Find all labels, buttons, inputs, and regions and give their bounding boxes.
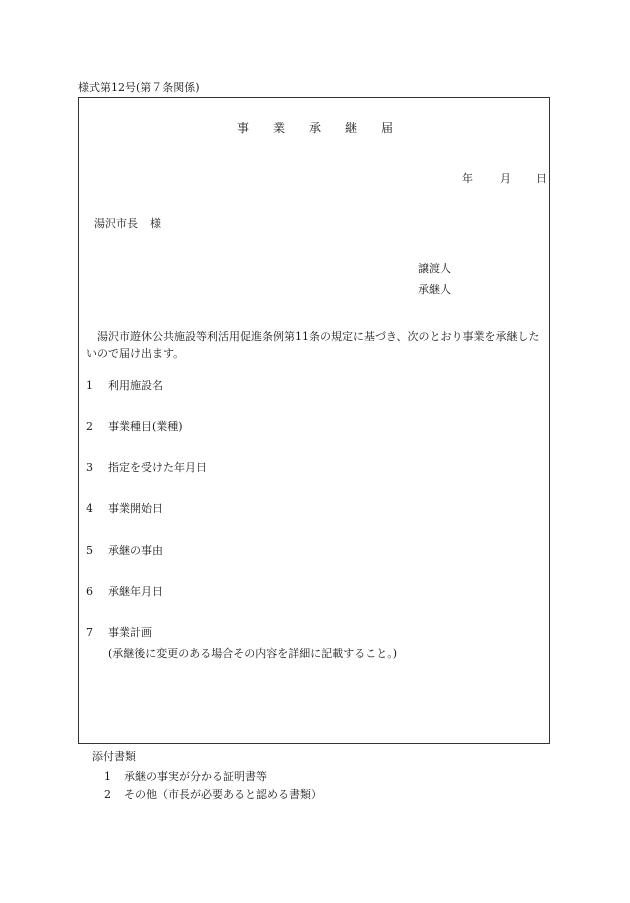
addressee [94,218,161,229]
item-label: 事業開始日 [108,502,163,515]
title-char: 届 [381,121,394,135]
addressee-honorific: 様 [150,217,161,230]
item-label: 利用施設名 [108,379,163,392]
item-number: 3 [86,461,93,474]
item-number: 1 [86,379,93,392]
item-number: 6 [86,585,93,598]
item-number: 7 [86,626,93,639]
attachments-heading: 添付書類 [92,750,136,763]
date-year-label: 年 [462,172,473,185]
title-char: 業 [272,121,285,135]
list-item [86,586,163,597]
item-label: 指定を受けた年月日 [108,461,207,474]
item-number: 4 [86,502,93,515]
attachment-item [104,771,267,782]
list-item [86,380,163,391]
addressee-name: 湯沢市長 [94,217,138,230]
form-number: 様式第12号(第７条関係) [78,81,200,94]
attachment-label: その他（市長が必要あると認める書類） [124,788,322,801]
list-item [86,462,207,473]
title-char: 継 [345,121,358,135]
list-item [86,627,152,638]
successor-label: 承継人 [418,283,451,296]
list-item [86,503,163,514]
title-char: 事 [236,121,249,135]
item-label: 承継年月日 [108,585,163,598]
item-label: 承継の事由 [108,544,163,557]
date-day-label: 日 [536,172,547,185]
body-text: 湯沢市遊休公共施設等利活用促進条例第11条の規定に基づき、次のとおり事業を承継したいので届け出ます。 [86,330,540,360]
document-title [0,122,630,134]
list-item [86,421,183,432]
attachment-number: 2 [104,788,111,801]
attachment-number: 1 [104,770,111,783]
attachment-item [104,789,322,800]
attachment-label: 承継の事実が分かる証明書等 [124,770,267,783]
transferor-label: 譲渡人 [418,262,451,275]
date-month-label: 月 [500,172,511,185]
item-number: 5 [86,544,93,557]
item-label: 事業種目(業種) [108,420,183,433]
item-7-note: (承継後に変更のある場合その内容を詳細に記載すること。) [108,647,398,660]
list-item [86,545,163,556]
item-label: 事業計画 [108,626,152,639]
item-number: 2 [86,420,93,433]
title-char: 承 [308,121,321,135]
